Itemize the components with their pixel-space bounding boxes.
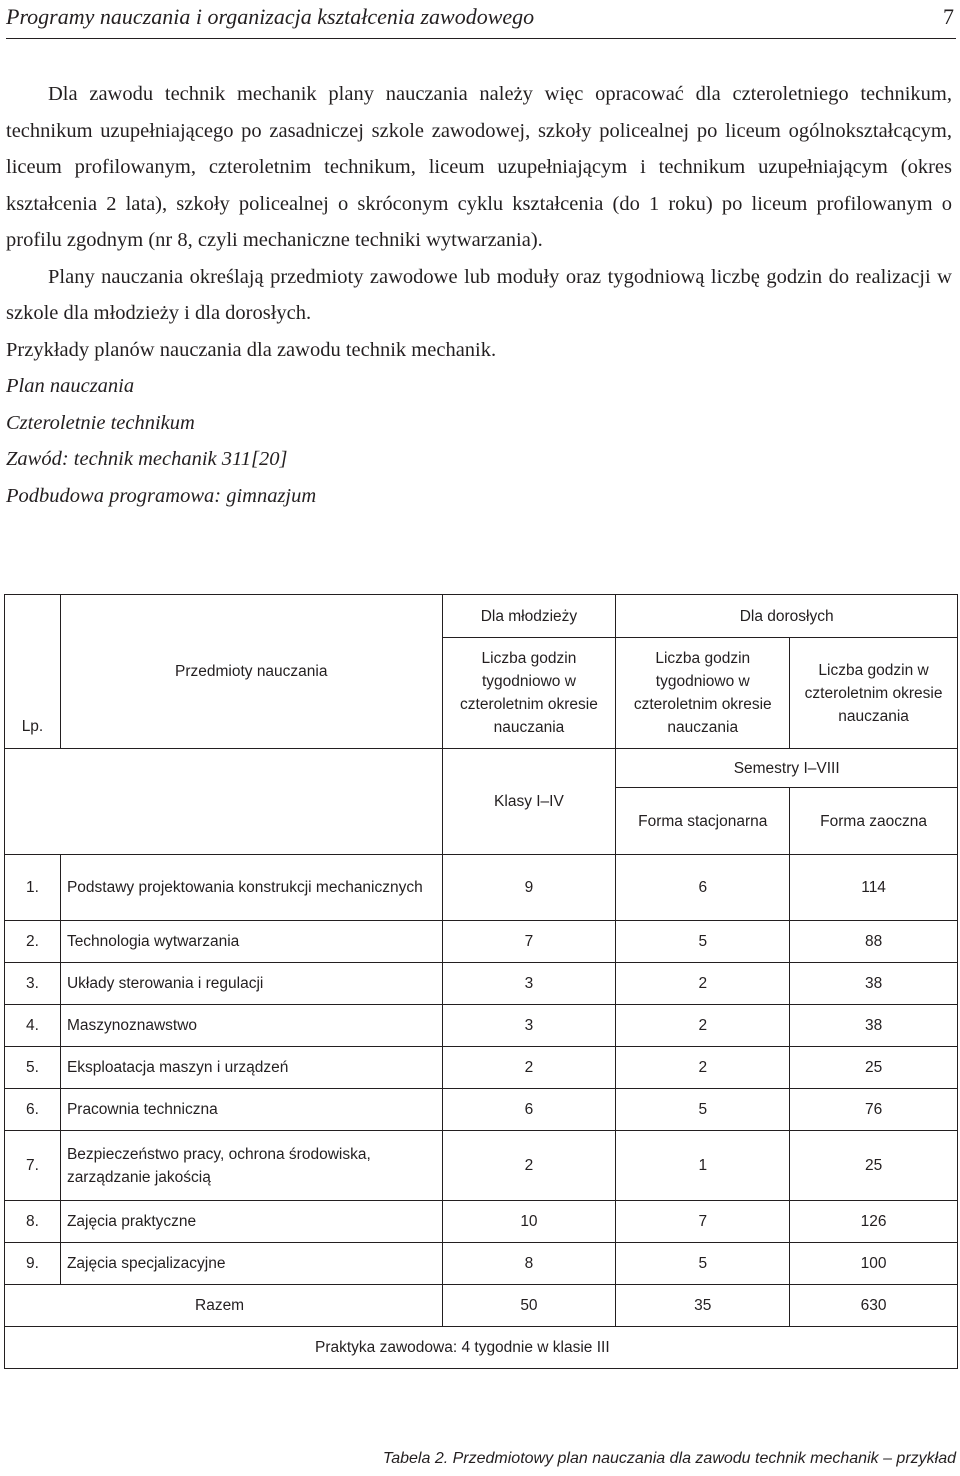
header-youth-group: Dla młodzieży [442,595,616,638]
table-row [5,963,958,1005]
header-form-extramural: Forma zaoczna [790,788,958,855]
row-youth: 8 [442,1243,616,1285]
row-extramural: 114 [790,855,958,921]
total-row [5,1285,958,1327]
header-stationary-hours: Liczba godzin tygodniowo w czteroletnim okresie nauczania [616,638,790,749]
row-lp: 4. [5,1005,61,1047]
table-row [5,1201,958,1243]
paragraph-2: Plany nauczania określają przedmioty zawodowe lub moduły oraz tygodniową liczbę godzin do realizacji w szkole dla młodzieży i dla dorosłych. [6,265,952,324]
page-header [6,2,956,39]
table-caption: Tabela 2. Przedmiotowy plan nauczania dla zawodu technik mechanik – przykład [382,1450,956,1467]
row-stationary: 7 [616,1201,790,1243]
table-row [5,1005,958,1047]
row-stationary: 5 [616,1243,790,1285]
plan-title: Plan nauczania [6,375,135,397]
row-youth: 7 [442,921,616,963]
total-label: Razem [5,1285,443,1327]
row-youth: 9 [442,855,616,921]
header-blank [5,749,443,855]
row-extramural: 126 [790,1201,958,1243]
table-row [5,1131,958,1201]
row-stationary: 2 [616,1047,790,1089]
page-number: 7 [943,4,954,29]
row-extramural: 100 [790,1243,958,1285]
row-subject: Bezpieczeństwo pracy, ochrona środowiska, zarządzanie jakością [60,1131,442,1201]
row-extramural: 25 [790,1047,958,1089]
table-row [5,1089,958,1131]
row-stationary: 5 [616,921,790,963]
row-stationary: 2 [616,1005,790,1047]
row-extramural: 38 [790,1005,958,1047]
row-lp: 8. [5,1201,61,1243]
row-subject: Eksploatacja maszyn i urządzeń [60,1047,442,1089]
row-stationary: 6 [616,855,790,921]
table-row [5,921,958,963]
table-row [5,1047,958,1089]
row-extramural: 88 [790,921,958,963]
header-subject: Przedmioty nauczania [60,595,442,749]
row-stationary: 1 [616,1131,790,1201]
table-row [5,855,958,921]
body-text [6,76,952,514]
row-lp: 7. [5,1131,61,1201]
row-subject: Maszynoznawstwo [60,1005,442,1047]
table-row [5,1243,958,1285]
row-youth: 2 [442,1047,616,1089]
row-lp: 5. [5,1047,61,1089]
row-lp: 1. [5,855,61,921]
paragraph-1: Dla zawodu technik mechanik plany nauczania należy więc opracować dla czteroletniego technikum, technikum uzupełniającego po zasadniczej szkole zawodowej, szkoły policealnej po liceum ogólnokształcącym, liceum profilowanym, czteroletnim technikum, liceum uzupełniającym i technikum uzupełniającym (okres kształcenia 2 lata), szkoły policealnej o skróconym cyklu kształcenia (do 1 roku) po liceum profilowanym o profilu zgodnym (nr 8, czyli mechaniczne techniki wytwarzania). [6,83,952,251]
header-extramural-hours: Liczba godzin w czteroletnim okresie nauczania [790,638,958,749]
row-lp: 9. [5,1243,61,1285]
row-subject: Technologia wytwarzania [60,921,442,963]
plan-school: Czteroletnie technikum [6,411,195,434]
row-extramural: 38 [790,963,958,1005]
header-youth-hours: Liczba godzin tygodniowo w czteroletnim okresie nauczania [442,638,616,749]
header-lp: Lp. [5,595,61,749]
row-lp: 2. [5,921,61,963]
running-title: Programy nauczania i organizacja kształcenia zawodowego [6,4,535,29]
plan-profession: Zawód: technik mechanik 311[20] [6,448,288,470]
practice-row [5,1327,958,1369]
header-classes: Klasy I–IV [442,749,616,855]
row-youth: 6 [442,1089,616,1131]
row-subject: Pracownia techniczna [60,1089,442,1131]
paragraph-3: Przykłady planów nauczania dla zawodu technik mechanik. [6,338,497,361]
row-lp: 3. [5,963,61,1005]
header-adults-group: Dla dorosłych [616,595,958,638]
plan-basis: Podbudowa programowa: gimnazjum [6,484,317,507]
row-lp: 6. [5,1089,61,1131]
row-stationary: 2 [616,963,790,1005]
row-subject: Zajęcia praktyczne [60,1201,442,1243]
row-subject: Układy sterowania i regulacji [60,963,442,1005]
total-stationary: 35 [616,1285,790,1327]
row-youth: 3 [442,1005,616,1047]
row-subject: Podstawy projektowania konstrukcji mechanicznych [60,855,442,921]
curriculum-table [4,594,958,1369]
row-extramural: 76 [790,1089,958,1131]
row-subject: Zajęcia specjalizacyjne [60,1243,442,1285]
total-extramural: 630 [790,1285,958,1327]
header-form-stationary: Forma stacjonarna [616,788,790,855]
row-youth: 2 [442,1131,616,1201]
total-youth: 50 [442,1285,616,1327]
practice-note: Praktyka zawodowa: 4 tygodnie w klasie III [5,1327,958,1369]
row-youth: 3 [442,963,616,1005]
row-youth: 10 [442,1201,616,1243]
header-semesters: Semestry I–VIII [616,749,958,788]
row-extramural: 25 [790,1131,958,1201]
row-stationary: 5 [616,1089,790,1131]
